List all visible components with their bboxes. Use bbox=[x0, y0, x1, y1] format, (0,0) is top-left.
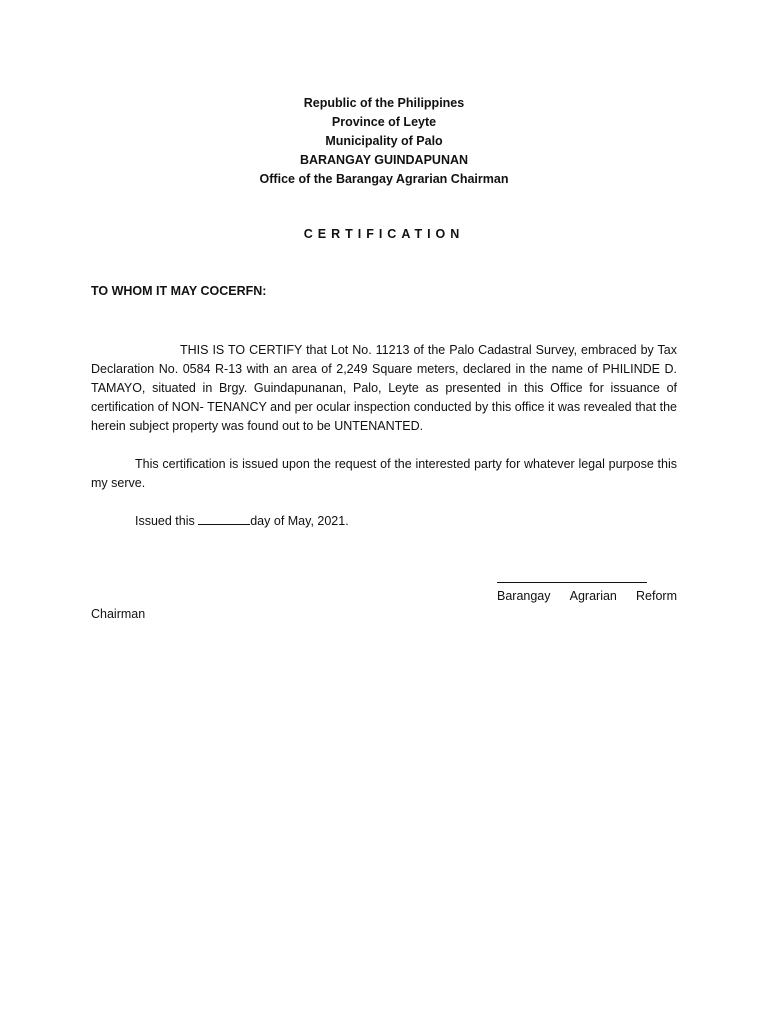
issued-prefix: Issued this bbox=[135, 514, 199, 528]
signatory-word-barangay: Barangay bbox=[497, 589, 551, 603]
header-province: Province of Leyte bbox=[331, 115, 437, 129]
document-title: CERTIFICATION bbox=[303, 227, 465, 241]
day-blank bbox=[198, 512, 250, 525]
certification-paragraph: THIS IS TO CERTIFY that Lot No. 11213 of the Palo Cadastral Survey, embraced by Tax Declaration No. 0584 R-13 with an area of 2,249 Square meters, declared in the name of PHILINDE D. TAMAYO, situated in Brgy. Guindapunanan, Palo, Leyte as presented in this Office for issuance of certification of NON- TENANCY and per ocular inspection conducted by this office it was revealed that the herein subject property was found out to be UNTENANTED. bbox=[91, 343, 677, 433]
header-municipality: Municipality of Palo bbox=[325, 134, 443, 148]
signatory-title bbox=[497, 587, 677, 606]
letterhead bbox=[0, 94, 768, 189]
purpose-paragraph: This certification is issued upon the request of the interested party for whatever legal purpose this my serve. bbox=[91, 457, 677, 490]
header-office: Office of the Barangay Agrarian Chairman bbox=[259, 172, 509, 186]
salutation: TO WHOM IT MAY COCERFN: bbox=[91, 284, 267, 298]
signature-line bbox=[497, 582, 647, 583]
issued-suffix: day of May, 2021. bbox=[250, 514, 349, 528]
header-country: Republic of the Philippines bbox=[303, 96, 465, 110]
issued-date-line bbox=[91, 512, 677, 531]
signatory-word-chairman: Chairman bbox=[91, 607, 146, 621]
header-barangay: BARANGAY GUINDAPUNAN bbox=[299, 153, 469, 167]
signatory-word-reform: Reform bbox=[636, 589, 677, 603]
signatory-word-agrarian: Agrarian bbox=[569, 589, 617, 603]
